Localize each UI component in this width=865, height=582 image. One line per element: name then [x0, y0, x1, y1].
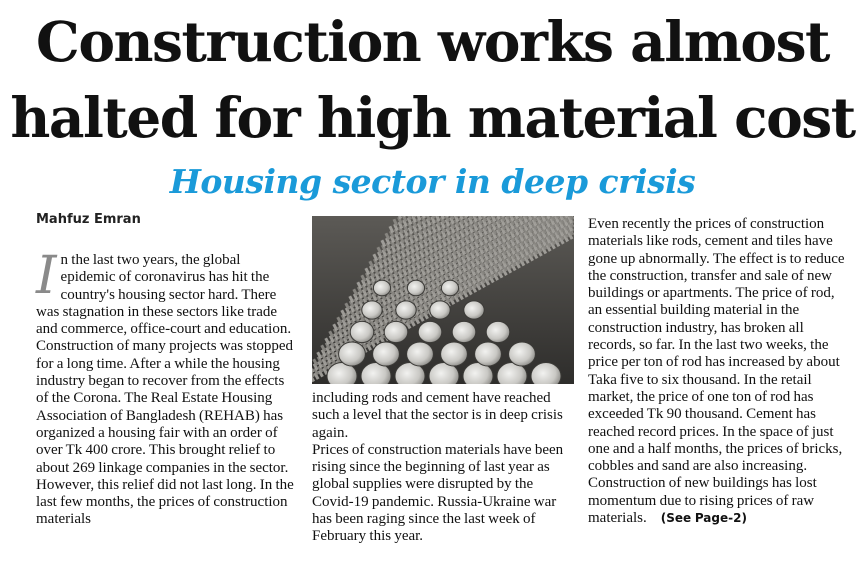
- headline-line-2: halted for high material cost: [10, 85, 855, 150]
- rebar-image-icon: [312, 216, 574, 384]
- column-2-paragraph-2: Prices of construction materials have been rising since the beginning of last year as global supplies were disrupted by the Covid-19 pandemic. Russia-Ukraine war has been raging since the last week of February this year.: [312, 441, 564, 545]
- column-3-text: [588, 216, 850, 527]
- drop-cap: I: [36, 246, 57, 306]
- column-1-text: n the last two years, the global epidemic of coronavirus has hit the country's housing sector hard. There was stagnation in these sectors like trade and commerce, office-court and education. Construction of many projects was stopped for a long time. After a while the housing industry began to recover from the effects of the Corona. The Real Estate Housing Association of Bangladesh (REHAB) has organized a housing fair with an order of over Tk 400 crore. This brought relief to about 269 linkage companies in the sector. However, this relief did not last long. In the last few months, the prices of construction materials: [36, 252, 294, 528]
- byline: Mahfuz Emran: [36, 212, 141, 227]
- article-column-3: [588, 216, 850, 527]
- column-3-body: Even recently the prices of construction materials like rods, cement and tiles have gone up abnormally. The effect is to reduce the construction, transfer and sale of new buildings or apartments. The price of rod, an essential building material in the construction industry, has broken all records, so far. In the last two weeks, the price per ton of rod has increased by about Taka five to six thousand. In the retail market, the price of one ton of rod has exceeded Tk 90 thousand. Cement has reached record prices. In the space of just one and a half months, the prices of bricks, cobbles and sand are also increasing. Construction of new buildings has lost momentum due to rising prices of raw materials.: [588, 216, 845, 527]
- subheadline: Housing sector in deep crisis: [169, 162, 696, 201]
- headline: [0, 4, 865, 156]
- headline-line-1: Construction works almost: [36, 9, 829, 74]
- steel-rebar-photo: [312, 216, 574, 384]
- article-column-1: [36, 246, 296, 529]
- article-column-2: [312, 390, 574, 546]
- continued-see-page-link[interactable]: (See Page-2): [660, 511, 747, 526]
- column-2-paragraph-1: including rods and cement have reached such a level that the sector is in deep crisis again.: [312, 390, 563, 441]
